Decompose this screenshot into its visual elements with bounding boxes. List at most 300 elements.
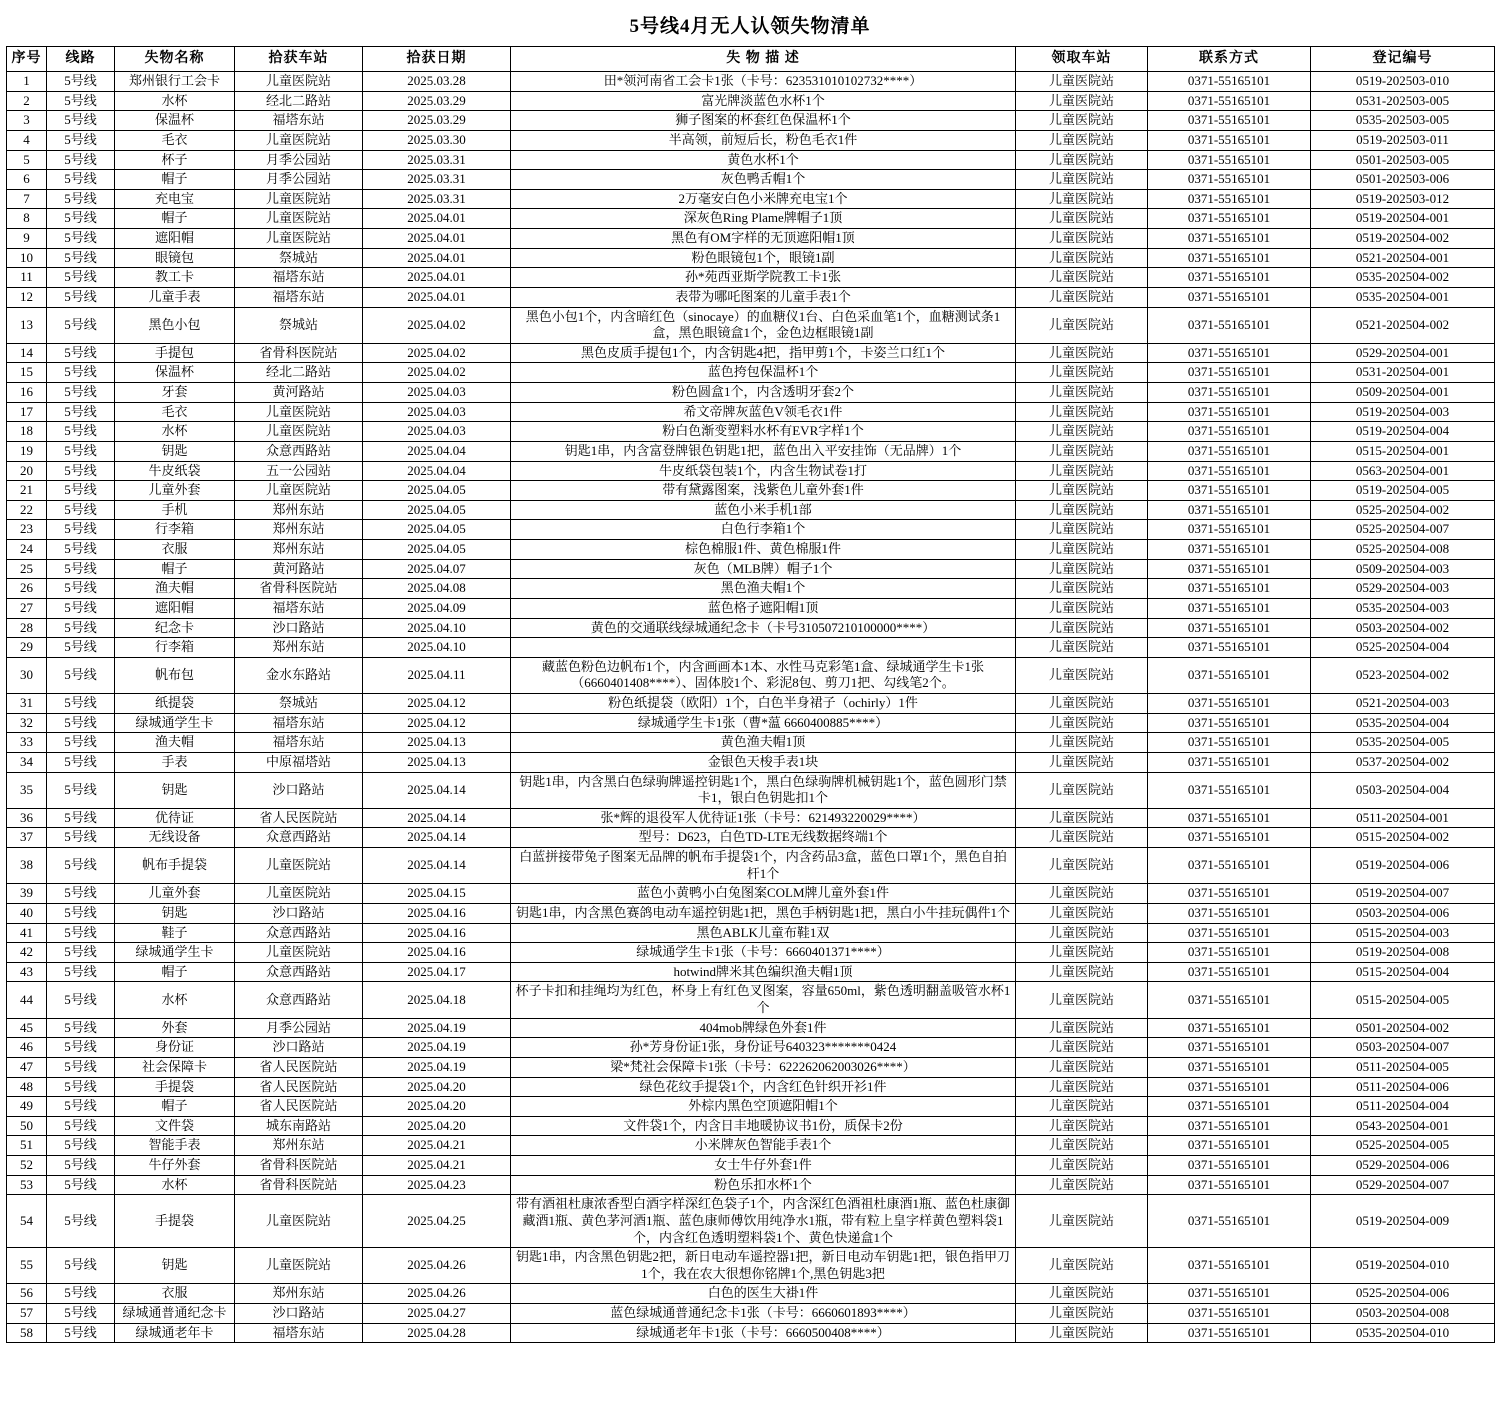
row-claim-station: 儿童医院站	[1016, 828, 1148, 848]
row-found-station: 祭城站	[235, 307, 363, 343]
row-line: 5号线	[47, 170, 115, 190]
row-no: 44	[7, 982, 47, 1018]
row-contact: 0371-55165101	[1148, 343, 1311, 363]
row-contact: 0371-55165101	[1148, 694, 1311, 714]
table-row	[7, 500, 1495, 520]
row-description: 黄色渔夫帽1顶	[511, 733, 1016, 753]
table-row	[7, 579, 1495, 599]
row-contact: 0371-55165101	[1148, 248, 1311, 268]
row-item-name: 帆布包	[115, 657, 235, 693]
row-contact: 0371-55165101	[1148, 268, 1311, 288]
row-registration-code: 0519-202504-003	[1311, 402, 1495, 422]
row-no: 54	[7, 1195, 47, 1248]
row-no: 43	[7, 962, 47, 982]
table-row	[7, 618, 1495, 638]
row-found-station: 儿童医院站	[235, 72, 363, 92]
page-title: 5号线4月无人认领失物清单	[629, 16, 871, 37]
table-row	[7, 1018, 1495, 1038]
row-found-date: 2025.04.20	[363, 1077, 511, 1097]
row-description: 表带为哪吒图案的儿童手表1个	[511, 287, 1016, 307]
row-line: 5号线	[47, 962, 115, 982]
row-no: 57	[7, 1304, 47, 1324]
row-no: 23	[7, 520, 47, 540]
row-found-date: 2025.04.03	[363, 383, 511, 403]
row-found-station: 儿童医院站	[235, 229, 363, 249]
row-registration-code: 0519-202503-010	[1311, 72, 1495, 92]
row-claim-station: 儿童医院站	[1016, 1116, 1148, 1136]
row-line: 5号线	[47, 481, 115, 501]
row-contact: 0371-55165101	[1148, 1116, 1311, 1136]
row-no: 3	[7, 111, 47, 131]
row-found-station: 金水东路站	[235, 657, 363, 693]
row-found-date: 2025.04.25	[363, 1195, 511, 1248]
row-description: 带有酒祖杜康浓香型白酒字样深红色袋子1个，内含深红色酒祖杜康酒1瓶、蓝色杜康御藏酒1瓶、黄色茅河酒1瓶、蓝色康师傅饮用纯净水1瓶，带有粒上皇字样黄色塑料袋1个，内含红色透明塑料袋1个、黄色快递盒1个	[511, 1195, 1016, 1248]
row-contact: 0371-55165101	[1148, 962, 1311, 982]
row-found-station: 儿童医院站	[235, 402, 363, 422]
table-row	[7, 481, 1495, 501]
row-registration-code: 0509-202504-001	[1311, 383, 1495, 403]
row-line: 5号线	[47, 540, 115, 560]
row-item-name: 行李箱	[115, 520, 235, 540]
row-line: 5号线	[47, 363, 115, 383]
row-claim-station: 儿童医院站	[1016, 461, 1148, 481]
row-description: 黄色水杯1个	[511, 150, 1016, 170]
row-registration-code: 0515-202504-001	[1311, 441, 1495, 461]
row-description: 灰色鸭舌帽1个	[511, 170, 1016, 190]
row-no: 53	[7, 1175, 47, 1195]
row-found-station: 福塔东站	[235, 268, 363, 288]
row-registration-code: 0535-202504-003	[1311, 598, 1495, 618]
row-registration-code: 0521-202504-001	[1311, 248, 1495, 268]
row-item-name: 儿童外套	[115, 884, 235, 904]
row-contact: 0371-55165101	[1148, 618, 1311, 638]
row-no: 24	[7, 540, 47, 560]
row-line: 5号线	[47, 111, 115, 131]
row-description: 带有黛露图案，浅紫色儿童外套1件	[511, 481, 1016, 501]
row-contact: 0371-55165101	[1148, 713, 1311, 733]
row-description: 金银色天梭手表1块	[511, 752, 1016, 772]
row-contact: 0371-55165101	[1148, 91, 1311, 111]
row-contact: 0371-55165101	[1148, 657, 1311, 693]
row-item-name: 钥匙	[115, 441, 235, 461]
table-row	[7, 540, 1495, 560]
row-registration-code: 0519-202504-004	[1311, 422, 1495, 442]
row-claim-station: 儿童医院站	[1016, 422, 1148, 442]
table-header	[7, 47, 1495, 72]
row-contact: 0371-55165101	[1148, 943, 1311, 963]
row-claim-station: 儿童医院站	[1016, 268, 1148, 288]
row-found-date: 2025.04.16	[363, 923, 511, 943]
row-line: 5号线	[47, 657, 115, 693]
row-line: 5号线	[47, 1175, 115, 1195]
row-contact: 0371-55165101	[1148, 209, 1311, 229]
row-contact: 0371-55165101	[1148, 559, 1311, 579]
table-row	[7, 598, 1495, 618]
table-row	[7, 1097, 1495, 1117]
row-registration-code: 0501-202504-002	[1311, 1018, 1495, 1038]
row-line: 5号线	[47, 422, 115, 442]
row-found-date: 2025.04.02	[363, 363, 511, 383]
row-line: 5号线	[47, 130, 115, 150]
row-claim-station: 儿童医院站	[1016, 943, 1148, 963]
row-found-station: 月季公园站	[235, 1018, 363, 1038]
table-row	[7, 248, 1495, 268]
row-description: 黑色渔夫帽1个	[511, 579, 1016, 599]
row-item-name: 帽子	[115, 170, 235, 190]
row-claim-station: 儿童医院站	[1016, 189, 1148, 209]
row-found-station: 省骨科医院站	[235, 579, 363, 599]
row-description: 白色的医生大褂1件	[511, 1284, 1016, 1304]
row-found-station: 省人民医院站	[235, 1077, 363, 1097]
table-row	[7, 943, 1495, 963]
row-item-name: 钥匙	[115, 772, 235, 808]
row-item-name: 社会保障卡	[115, 1057, 235, 1077]
table-row	[7, 307, 1495, 343]
row-contact: 0371-55165101	[1148, 579, 1311, 599]
row-description: 黄色的交通联线绿城通纪念卡（卡号310507210100000****）	[511, 618, 1016, 638]
row-contact: 0371-55165101	[1148, 1136, 1311, 1156]
row-claim-station: 儿童医院站	[1016, 618, 1148, 638]
row-no: 20	[7, 461, 47, 481]
row-item-name: 帽子	[115, 1097, 235, 1117]
row-claim-station: 儿童医院站	[1016, 520, 1148, 540]
row-found-date: 2025.04.03	[363, 422, 511, 442]
row-contact: 0371-55165101	[1148, 1304, 1311, 1324]
row-item-name: 渔夫帽	[115, 579, 235, 599]
row-registration-code: 0515-202504-004	[1311, 962, 1495, 982]
row-registration-code: 0531-202504-001	[1311, 363, 1495, 383]
row-found-date: 2025.03.31	[363, 170, 511, 190]
row-no: 47	[7, 1057, 47, 1077]
row-contact: 0371-55165101	[1148, 307, 1311, 343]
row-claim-station: 儿童医院站	[1016, 1097, 1148, 1117]
row-no: 9	[7, 229, 47, 249]
row-contact: 0371-55165101	[1148, 189, 1311, 209]
row-found-station: 福塔东站	[235, 111, 363, 131]
row-registration-code: 0529-202504-003	[1311, 579, 1495, 599]
row-found-date: 2025.04.10	[363, 618, 511, 638]
row-claim-station: 儿童医院站	[1016, 307, 1148, 343]
row-item-name: 绿城通普通纪念卡	[115, 1304, 235, 1324]
row-found-station: 众意西路站	[235, 962, 363, 982]
row-found-date: 2025.04.01	[363, 229, 511, 249]
table-row	[7, 363, 1495, 383]
row-found-station: 省人民医院站	[235, 1057, 363, 1077]
row-no: 2	[7, 91, 47, 111]
row-no: 56	[7, 1284, 47, 1304]
row-found-station: 省人民医院站	[235, 808, 363, 828]
row-description	[511, 638, 1016, 658]
row-found-date: 2025.04.28	[363, 1323, 511, 1343]
table-header-row	[7, 47, 1495, 72]
row-line: 5号线	[47, 287, 115, 307]
row-found-date: 2025.03.29	[363, 91, 511, 111]
row-registration-code: 0511-202504-001	[1311, 808, 1495, 828]
row-claim-station: 儿童医院站	[1016, 982, 1148, 1018]
row-item-name: 水杯	[115, 422, 235, 442]
table-row	[7, 287, 1495, 307]
row-found-date: 2025.04.26	[363, 1284, 511, 1304]
row-description: 黑色小包1个，内含暗红色（sinocaye）的血糖仪1台、白色采血笔1个，血糖测试条1盒，黑色眼镜盒1个，金色边框眼镜1副	[511, 307, 1016, 343]
row-claim-station: 儿童医院站	[1016, 733, 1148, 753]
row-registration-code: 0525-202504-008	[1311, 540, 1495, 560]
row-line: 5号线	[47, 1116, 115, 1136]
row-found-station: 福塔东站	[235, 713, 363, 733]
row-line: 5号线	[47, 383, 115, 403]
row-registration-code: 0519-202504-001	[1311, 209, 1495, 229]
row-item-name: 纪念卡	[115, 618, 235, 638]
row-item-name: 牛仔外套	[115, 1156, 235, 1176]
row-found-station: 儿童医院站	[235, 209, 363, 229]
table-row	[7, 1304, 1495, 1324]
table-row	[7, 422, 1495, 442]
row-description: 白色行李箱1个	[511, 520, 1016, 540]
row-description: 半高领，前短后长，粉色毛衣1件	[511, 130, 1016, 150]
table-row	[7, 657, 1495, 693]
row-line: 5号线	[47, 1323, 115, 1343]
row-claim-station: 儿童医院站	[1016, 1156, 1148, 1176]
row-found-date: 2025.04.13	[363, 752, 511, 772]
row-no: 33	[7, 733, 47, 753]
table-row	[7, 268, 1495, 288]
row-found-date: 2025.04.16	[363, 903, 511, 923]
row-found-date: 2025.04.14	[363, 772, 511, 808]
row-line: 5号线	[47, 1097, 115, 1117]
row-line: 5号线	[47, 1156, 115, 1176]
row-contact: 0371-55165101	[1148, 441, 1311, 461]
row-claim-station: 儿童医院站	[1016, 150, 1148, 170]
row-found-date: 2025.04.19	[363, 1038, 511, 1058]
row-found-station: 月季公园站	[235, 170, 363, 190]
row-registration-code: 0535-202504-002	[1311, 268, 1495, 288]
table-row	[7, 229, 1495, 249]
row-no: 39	[7, 884, 47, 904]
row-found-station: 儿童医院站	[235, 422, 363, 442]
lost-property-table	[6, 46, 1495, 1343]
row-no: 36	[7, 808, 47, 828]
row-item-name: 绿城通学生卡	[115, 713, 235, 733]
row-claim-station: 儿童医院站	[1016, 772, 1148, 808]
row-line: 5号线	[47, 229, 115, 249]
row-registration-code: 0511-202504-006	[1311, 1077, 1495, 1097]
row-item-name: 保温杯	[115, 363, 235, 383]
row-line: 5号线	[47, 1018, 115, 1038]
table-row	[7, 982, 1495, 1018]
row-line: 5号线	[47, 150, 115, 170]
row-description: 狮子图案的杯套红色保温杯1个	[511, 111, 1016, 131]
row-found-date: 2025.04.27	[363, 1304, 511, 1324]
row-found-station: 省人民医院站	[235, 1097, 363, 1117]
column-header-no: 序号	[7, 47, 47, 72]
row-claim-station: 儿童医院站	[1016, 287, 1148, 307]
row-description: 绿城通老年卡1张（卡号：6660500408****）	[511, 1323, 1016, 1343]
row-no: 38	[7, 848, 47, 884]
row-found-date: 2025.04.05	[363, 500, 511, 520]
row-claim-station: 儿童医院站	[1016, 752, 1148, 772]
row-description: 孙*苑西亚斯学院教工卡1张	[511, 268, 1016, 288]
row-contact: 0371-55165101	[1148, 111, 1311, 131]
row-found-date: 2025.03.31	[363, 189, 511, 209]
row-no: 13	[7, 307, 47, 343]
row-claim-station: 儿童医院站	[1016, 598, 1148, 618]
row-claim-station: 儿童医院站	[1016, 383, 1148, 403]
row-description: 蓝色格子遮阳帽1顶	[511, 598, 1016, 618]
row-found-date: 2025.04.01	[363, 209, 511, 229]
row-found-date: 2025.04.23	[363, 1175, 511, 1195]
row-found-date: 2025.04.14	[363, 848, 511, 884]
row-found-station: 儿童医院站	[235, 884, 363, 904]
table-row	[7, 1136, 1495, 1156]
row-found-station: 众意西路站	[235, 923, 363, 943]
row-claim-station: 儿童医院站	[1016, 962, 1148, 982]
row-registration-code: 0535-202504-005	[1311, 733, 1495, 753]
row-item-name: 无线设备	[115, 828, 235, 848]
row-found-station: 省骨科医院站	[235, 1156, 363, 1176]
row-found-date: 2025.04.12	[363, 713, 511, 733]
row-found-station: 郑州东站	[235, 540, 363, 560]
row-contact: 0371-55165101	[1148, 733, 1311, 753]
row-found-date: 2025.04.07	[363, 559, 511, 579]
row-registration-code: 0531-202503-005	[1311, 91, 1495, 111]
row-found-date: 2025.04.15	[363, 884, 511, 904]
table-row	[7, 150, 1495, 170]
table-row	[7, 733, 1495, 753]
row-description: 外棕内黑色空顶遮阳帽1个	[511, 1097, 1016, 1117]
table-row	[7, 1038, 1495, 1058]
row-claim-station: 儿童医院站	[1016, 1136, 1148, 1156]
row-claim-station: 儿童医院站	[1016, 903, 1148, 923]
table-row	[7, 1116, 1495, 1136]
table-row	[7, 1057, 1495, 1077]
row-line: 5号线	[47, 461, 115, 481]
row-no: 27	[7, 598, 47, 618]
row-found-date: 2025.04.14	[363, 808, 511, 828]
row-description: 粉色乐扣水杯1个	[511, 1175, 1016, 1195]
row-line: 5号线	[47, 520, 115, 540]
row-line: 5号线	[47, 307, 115, 343]
row-found-date: 2025.04.05	[363, 481, 511, 501]
table-row	[7, 559, 1495, 579]
row-claim-station: 儿童医院站	[1016, 1077, 1148, 1097]
row-no: 58	[7, 1323, 47, 1343]
row-item-name: 衣服	[115, 1284, 235, 1304]
row-line: 5号线	[47, 923, 115, 943]
row-line: 5号线	[47, 713, 115, 733]
row-registration-code: 0537-202504-002	[1311, 752, 1495, 772]
table-row	[7, 1077, 1495, 1097]
row-contact: 0371-55165101	[1148, 1018, 1311, 1038]
row-registration-code: 0519-202503-011	[1311, 130, 1495, 150]
row-claim-station: 儿童医院站	[1016, 441, 1148, 461]
row-no: 19	[7, 441, 47, 461]
row-line: 5号线	[47, 943, 115, 963]
row-item-name: 郑州银行工会卡	[115, 72, 235, 92]
row-contact: 0371-55165101	[1148, 772, 1311, 808]
row-description: 粉色圆盒1个，内含透明牙套2个	[511, 383, 1016, 403]
column-header-registration-code: 登记编号	[1311, 47, 1495, 72]
table-row	[7, 383, 1495, 403]
row-line: 5号线	[47, 884, 115, 904]
row-found-date: 2025.04.01	[363, 268, 511, 288]
row-description: 孙*芳身份证1张，身份证号640323*******0424	[511, 1038, 1016, 1058]
row-no: 50	[7, 1116, 47, 1136]
row-claim-station: 儿童医院站	[1016, 402, 1148, 422]
row-found-station: 福塔东站	[235, 1323, 363, 1343]
row-found-station: 月季公园站	[235, 150, 363, 170]
row-found-date: 2025.04.21	[363, 1136, 511, 1156]
row-found-date: 2025.04.19	[363, 1018, 511, 1038]
row-registration-code: 0501-202503-005	[1311, 150, 1495, 170]
column-header-found-station: 拾获车站	[235, 47, 363, 72]
row-item-name: 渔夫帽	[115, 733, 235, 753]
row-no: 22	[7, 500, 47, 520]
row-no: 12	[7, 287, 47, 307]
row-registration-code: 0529-202504-006	[1311, 1156, 1495, 1176]
row-item-name: 身份证	[115, 1038, 235, 1058]
row-registration-code: 0501-202503-006	[1311, 170, 1495, 190]
row-no: 18	[7, 422, 47, 442]
row-line: 5号线	[47, 500, 115, 520]
row-description: 张*辉的退役军人优待证1张（卡号：621493220029****）	[511, 808, 1016, 828]
row-item-name: 鞋子	[115, 923, 235, 943]
row-found-station: 沙口路站	[235, 903, 363, 923]
row-registration-code: 0525-202504-004	[1311, 638, 1495, 658]
column-header-description: 失 物 描 述	[511, 47, 1016, 72]
row-item-name: 黑色小包	[115, 307, 235, 343]
row-claim-station: 儿童医院站	[1016, 1175, 1148, 1195]
row-found-station: 众意西路站	[235, 982, 363, 1018]
row-contact: 0371-55165101	[1148, 150, 1311, 170]
row-description: 藏蓝色粉色边帆布1个，内含画画本1本、水性马克彩笔1盒、绿城通学生卡1张（6660401408****）、固体胶1个、彩泥8包、剪刀1把、勾线笔2个。	[511, 657, 1016, 693]
row-registration-code: 0523-202504-002	[1311, 657, 1495, 693]
row-item-name: 保温杯	[115, 111, 235, 131]
row-contact: 0371-55165101	[1148, 1077, 1311, 1097]
row-registration-code: 0525-202504-006	[1311, 1284, 1495, 1304]
table-row	[7, 1156, 1495, 1176]
row-contact: 0371-55165101	[1148, 520, 1311, 540]
row-registration-code: 0563-202504-001	[1311, 461, 1495, 481]
table-row	[7, 772, 1495, 808]
row-found-date: 2025.04.20	[363, 1116, 511, 1136]
row-found-station: 沙口路站	[235, 618, 363, 638]
row-registration-code: 0519-202504-002	[1311, 229, 1495, 249]
row-registration-code: 0519-202503-012	[1311, 189, 1495, 209]
row-line: 5号线	[47, 402, 115, 422]
table-row	[7, 694, 1495, 714]
row-registration-code: 0511-202504-005	[1311, 1057, 1495, 1077]
row-found-date: 2025.04.21	[363, 1156, 511, 1176]
table-row	[7, 402, 1495, 422]
row-found-station: 祭城站	[235, 694, 363, 714]
column-header-line: 线路	[47, 47, 115, 72]
row-found-station: 黄河路站	[235, 559, 363, 579]
row-claim-station: 儿童医院站	[1016, 559, 1148, 579]
row-description: hotwind牌米其色编织渔夫帽1顶	[511, 962, 1016, 982]
row-found-date: 2025.04.10	[363, 638, 511, 658]
table-row	[7, 848, 1495, 884]
row-found-station: 省骨科医院站	[235, 343, 363, 363]
row-line: 5号线	[47, 1248, 115, 1284]
table-row	[7, 962, 1495, 982]
row-description: 牛皮纸袋包装1个，内含生物试卷1打	[511, 461, 1016, 481]
row-description: 钥匙1串，内含黑色钥匙2把，新日电动车遥控器1把，新日电动车钥匙1把，银色指甲刀1个，我在农大很想你铭牌1个,黑色钥匙3把	[511, 1248, 1016, 1284]
row-claim-station: 儿童医院站	[1016, 130, 1148, 150]
row-item-name: 钥匙	[115, 1248, 235, 1284]
row-registration-code: 0511-202504-004	[1311, 1097, 1495, 1117]
row-registration-code: 0535-202504-001	[1311, 287, 1495, 307]
row-item-name: 外套	[115, 1018, 235, 1038]
row-claim-station: 儿童医院站	[1016, 111, 1148, 131]
